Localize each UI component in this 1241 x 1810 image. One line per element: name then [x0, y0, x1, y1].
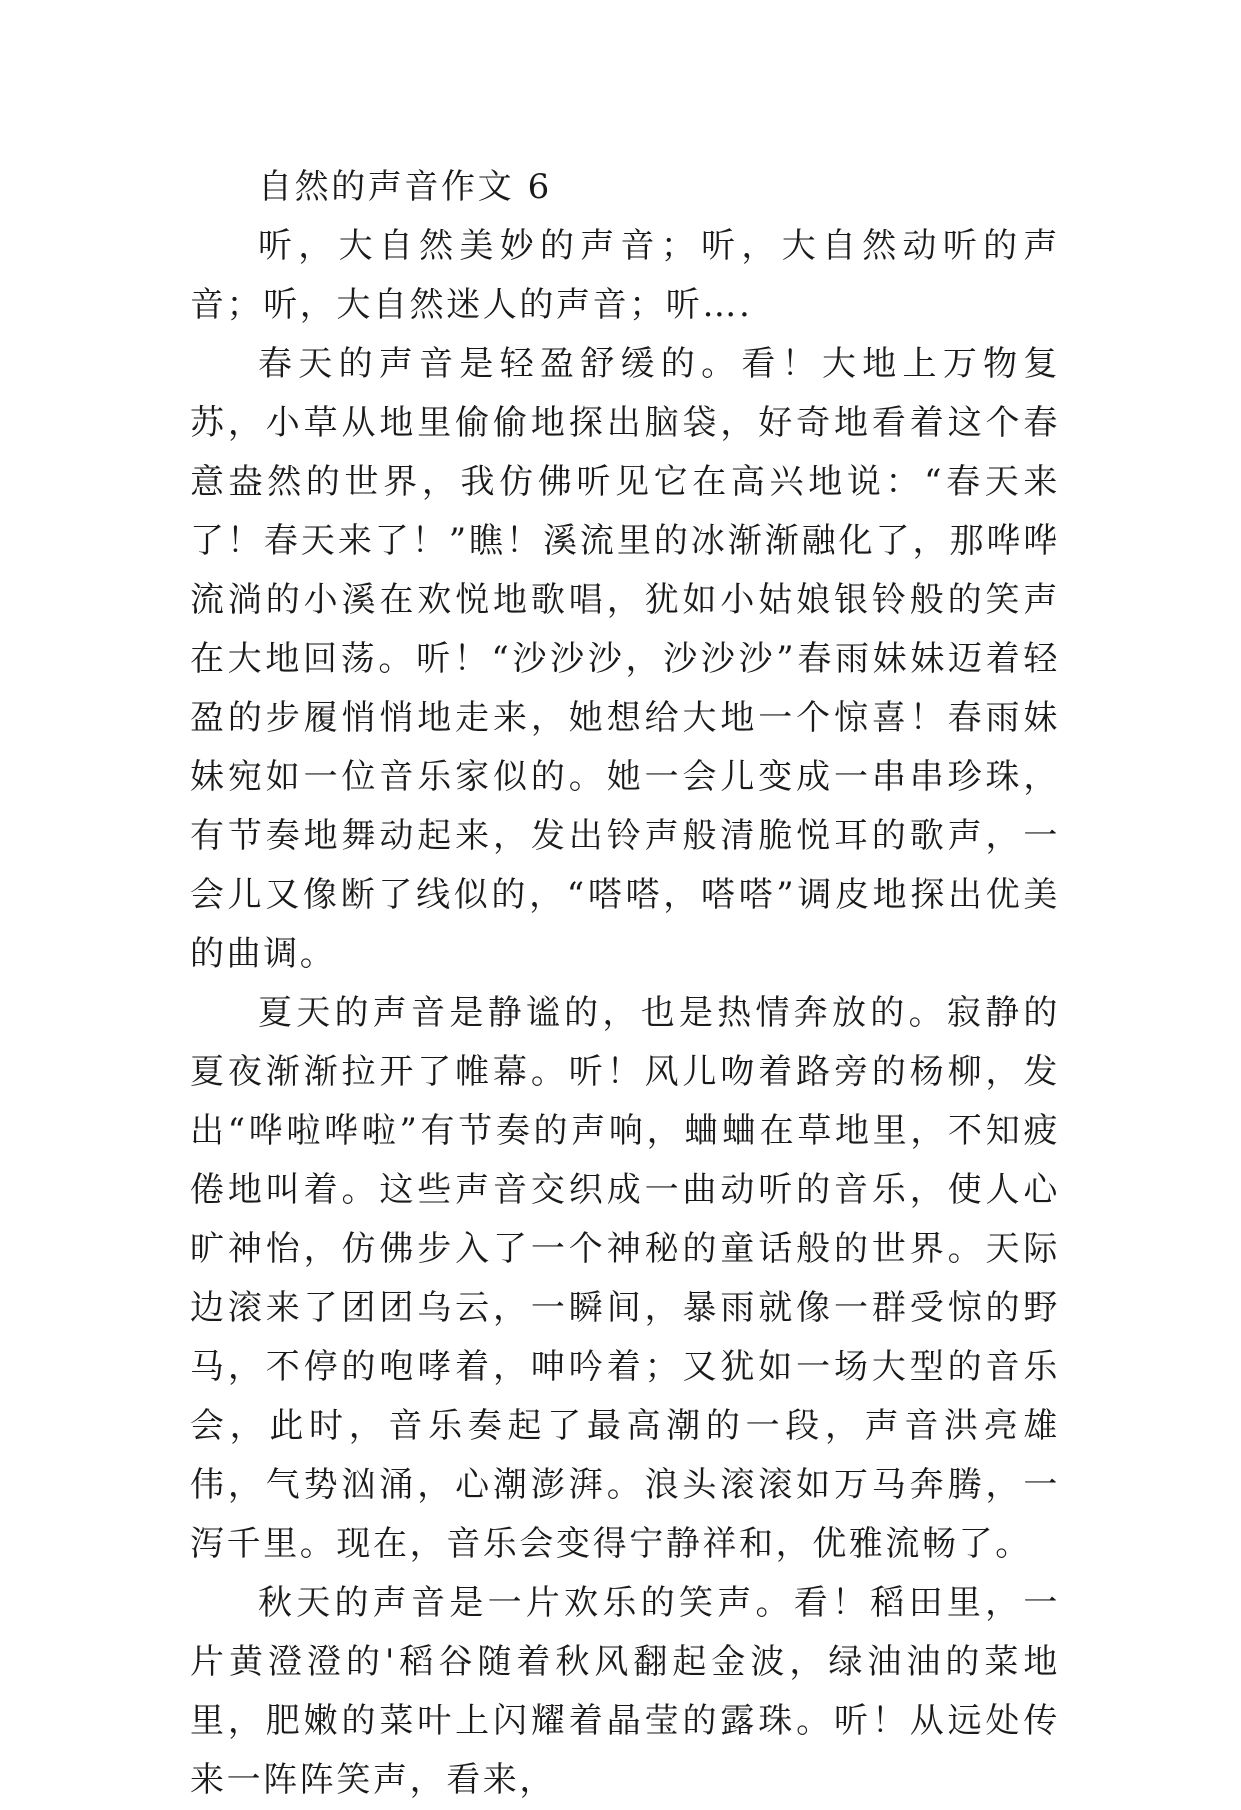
paragraph-intro: 听，大自然美妙的声音；听，大自然动听的声音；听，大自然迷人的声音；听…. [190, 226, 1060, 325]
paragraph-spring: 春天的声音是轻盈舒缓的。看！大地上万物复苏，小草从地里偷偷地探出脑袋，好奇地看着这个春意盎然的世界，我仿佛听见它在高兴地说：“春天来了！春天来了！”瞧！溪流里的冰渐渐融化了，那哗哗流淌的小溪在欢悦地歌唱，犹如小姑娘银铃般的笑声在大地回荡。听！“沙沙沙，沙沙沙”春雨妹妹迈着轻盈的步履悄悄地走来，她想给大地一个惊喜！春雨妹妹宛如一位音乐家似的。她一会儿变成一串串珍珠，有节奏地舞动起来，发出铃声般清脆悦耳的歌声，一会儿又像断了线似的，“嗒嗒，嗒嗒”调皮地探出优美的曲调。 [190, 344, 1060, 974]
paragraph-autumn: 秋天的声音是一片欢乐的笑声。看！稻田里，一片黄澄澄的'稻谷随着秋风翻起金波，绿油油的菜地里，肥嫩的菜叶上闪耀着晶莹的露珠。听！从远处传来一阵阵笑声，看来， [190, 1583, 1060, 1800]
paragraph-summer: 夏天的声音是静谧的，也是热情奔放的。寂静的夏夜渐渐拉开了帷幕。听！风儿吻着路旁的杨柳，发出“哗啦哗啦”有节奏的声响，蛐蛐在草地里，不知疲倦地叫着。这些声音交织成一曲动听的音乐，使人心旷神怡，仿佛步入了一个神秘的童话般的世界。天际边滚来了团团乌云，一瞬间，暴雨就像一群受惊的野马，不停的咆哮着，呻吟着；又犹如一场大型的音乐会，此时，音乐奏起了最高潮的一段，声音洪亮雄伟，气势汹涌，心潮澎湃。浪头滚滚如万马奔腾，一泻千里。现在，音乐会变得宁静祥和，优雅流畅了。 [190, 993, 1060, 1564]
essay-title: 自然的声音作文 6 [258, 167, 552, 207]
document-body [190, 158, 1060, 1810]
